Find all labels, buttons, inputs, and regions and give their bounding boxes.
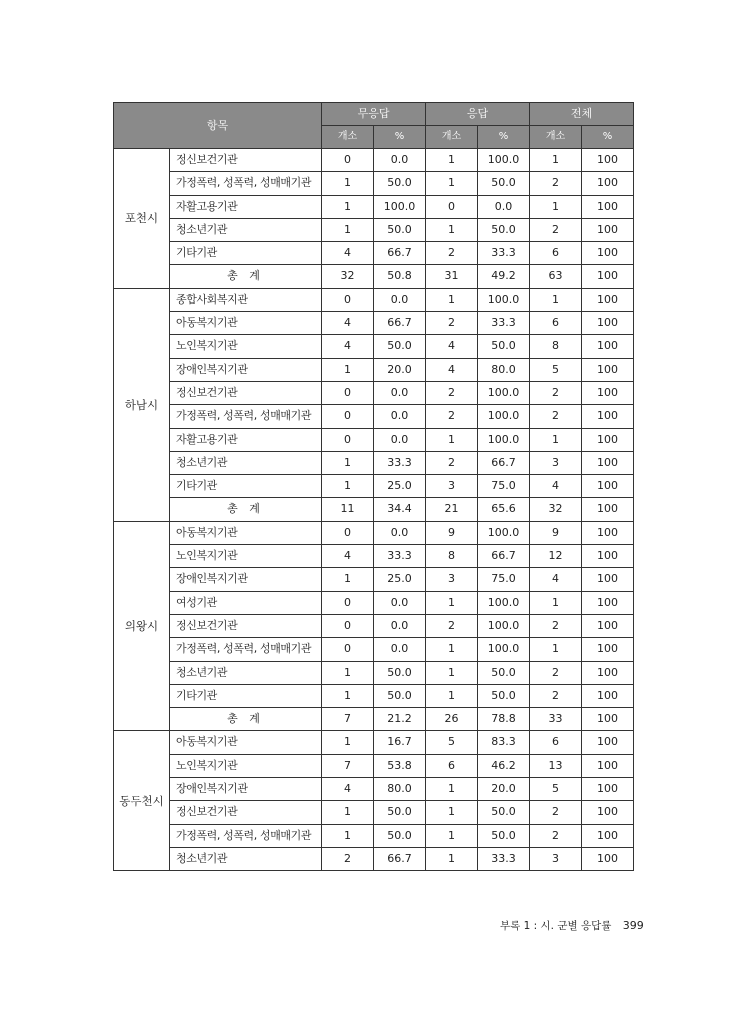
institution-label: 장애인복지기관: [170, 778, 322, 801]
table-row: [114, 591, 634, 614]
table-cell: 100.0: [478, 591, 530, 614]
table-row: [114, 381, 634, 404]
total-cell: 31: [426, 265, 478, 288]
table-cell: 1: [322, 801, 374, 824]
table-cell: 1: [426, 638, 478, 661]
table-cell: 2: [426, 381, 478, 404]
institution-label: 청소년기관: [170, 847, 322, 870]
subheader-count: 개소: [426, 126, 478, 149]
header-total: 전체: [530, 103, 634, 126]
table-cell: 100: [582, 242, 634, 265]
table-row: [114, 731, 634, 754]
table-row: [114, 242, 634, 265]
table-cell: 100: [582, 172, 634, 195]
table-cell: 50.0: [374, 801, 426, 824]
table-cell: 100: [582, 568, 634, 591]
table-cell: 2: [322, 847, 374, 870]
table-cell: 4: [322, 335, 374, 358]
table-cell: 100: [582, 521, 634, 544]
table-row: [114, 358, 634, 381]
institution-label: 노인복지기관: [170, 545, 322, 568]
table-cell: 0.0: [374, 405, 426, 428]
table-cell: 0: [322, 381, 374, 404]
table-cell: 12: [530, 545, 582, 568]
table-cell: 33.3: [374, 451, 426, 474]
table-cell: 1: [426, 288, 478, 311]
table-cell: 50.0: [374, 172, 426, 195]
total-cell: 7: [322, 708, 374, 731]
table-cell: 1: [426, 591, 478, 614]
table-cell: 100: [582, 312, 634, 335]
subheader-percent: %: [582, 126, 634, 149]
table-cell: 66.7: [374, 312, 426, 335]
institution-label: 기타기관: [170, 684, 322, 707]
table-cell: 4: [322, 242, 374, 265]
table-cell: 20.0: [374, 358, 426, 381]
table-cell: 100: [582, 614, 634, 637]
table-cell: 3: [426, 475, 478, 498]
table-row: [114, 335, 634, 358]
institution-label: 정신보건기관: [170, 381, 322, 404]
table-cell: 1: [530, 288, 582, 311]
city-name: 포천시: [114, 149, 170, 289]
institution-label: 가정폭력, 성폭력, 성매매기관: [170, 405, 322, 428]
table-cell: 100: [582, 661, 634, 684]
total-cell: 78.8: [478, 708, 530, 731]
table-cell: 3: [530, 451, 582, 474]
table-cell: 7: [322, 754, 374, 777]
total-cell: 26: [426, 708, 478, 731]
total-label: 총 계: [170, 498, 322, 521]
table-cell: 100: [582, 195, 634, 218]
table-cell: 4: [530, 475, 582, 498]
table-cell: 9: [426, 521, 478, 544]
table-cell: 0: [322, 288, 374, 311]
city-name: 동두천시: [114, 731, 170, 871]
table-cell: 1: [530, 638, 582, 661]
table-cell: 6: [530, 312, 582, 335]
table-cell: 100: [582, 451, 634, 474]
table-cell: 0.0: [374, 591, 426, 614]
table-cell: 100: [582, 288, 634, 311]
institution-label: 자활고용기관: [170, 428, 322, 451]
table-cell: 2: [426, 312, 478, 335]
total-row: [114, 265, 634, 288]
table-cell: 100: [582, 405, 634, 428]
table-cell: 0.0: [374, 521, 426, 544]
table-row: [114, 149, 634, 172]
table-cell: 50.0: [374, 661, 426, 684]
table-row: [114, 684, 634, 707]
table-cell: 100: [582, 847, 634, 870]
table-cell: 80.0: [478, 358, 530, 381]
table-cell: 0: [322, 149, 374, 172]
table-cell: 3: [530, 847, 582, 870]
table-cell: 1: [322, 684, 374, 707]
table-cell: 1: [530, 591, 582, 614]
institution-label: 장애인복지기관: [170, 568, 322, 591]
table-cell: 2: [530, 661, 582, 684]
table-cell: 2: [530, 405, 582, 428]
total-cell: 33: [530, 708, 582, 731]
total-cell: 32: [530, 498, 582, 521]
table-cell: 100: [582, 149, 634, 172]
table-cell: 1: [426, 428, 478, 451]
table-cell: 50.0: [478, 218, 530, 241]
table-cell: 100.0: [478, 521, 530, 544]
institution-label: 아동복지기관: [170, 312, 322, 335]
table-cell: 100.0: [478, 405, 530, 428]
table-row: [114, 218, 634, 241]
table-header: [114, 103, 634, 149]
table-cell: 1: [530, 149, 582, 172]
table-cell: 1: [322, 661, 374, 684]
table-cell: 4: [322, 545, 374, 568]
table-cell: 50.0: [478, 661, 530, 684]
table-cell: 4: [426, 358, 478, 381]
table-cell: 100.0: [478, 381, 530, 404]
table-cell: 100: [582, 684, 634, 707]
table-cell: 4: [530, 568, 582, 591]
table-row: [114, 661, 634, 684]
table-cell: 100.0: [478, 149, 530, 172]
table-cell: 1: [426, 218, 478, 241]
table-cell: 4: [322, 778, 374, 801]
total-row: [114, 498, 634, 521]
header-response: 응답: [426, 103, 530, 126]
table-cell: 83.3: [478, 731, 530, 754]
table-cell: 1: [322, 451, 374, 474]
table-row: [114, 428, 634, 451]
table-cell: 20.0: [478, 778, 530, 801]
table-row: [114, 614, 634, 637]
table-cell: 33.3: [478, 312, 530, 335]
table-cell: 5: [530, 358, 582, 381]
total-cell: 100: [582, 265, 634, 288]
table-row: [114, 568, 634, 591]
table-cell: 50.0: [478, 684, 530, 707]
total-label: 총 계: [170, 265, 322, 288]
institution-label: 종합사회복지관: [170, 288, 322, 311]
table-cell: 6: [530, 731, 582, 754]
total-cell: 11: [322, 498, 374, 521]
table-row: [114, 545, 634, 568]
institution-label: 정신보건기관: [170, 801, 322, 824]
table-row: [114, 405, 634, 428]
table-cell: 1: [322, 475, 374, 498]
institution-label: 아동복지기관: [170, 521, 322, 544]
institution-label: 장애인복지기관: [170, 358, 322, 381]
table-cell: 100.0: [478, 288, 530, 311]
table-cell: 100: [582, 335, 634, 358]
total-label: 총 계: [170, 708, 322, 731]
table-row: [114, 521, 634, 544]
table-cell: 66.7: [374, 242, 426, 265]
table-cell: 50.0: [374, 684, 426, 707]
total-cell: 65.6: [478, 498, 530, 521]
table-cell: 100: [582, 475, 634, 498]
total-cell: 21: [426, 498, 478, 521]
table-cell: 13: [530, 754, 582, 777]
table-row: [114, 754, 634, 777]
table-cell: 2: [530, 684, 582, 707]
table-cell: 75.0: [478, 475, 530, 498]
table-row: [114, 195, 634, 218]
page-number: 399: [622, 919, 644, 932]
table-cell: 66.7: [478, 451, 530, 474]
city-name: 하남시: [114, 288, 170, 521]
table-cell: 100: [582, 754, 634, 777]
table-row: [114, 778, 634, 801]
table-cell: 0.0: [374, 428, 426, 451]
table-cell: 1: [426, 684, 478, 707]
table-cell: 25.0: [374, 475, 426, 498]
table-cell: 66.7: [478, 545, 530, 568]
table-cell: 6: [530, 242, 582, 265]
institution-label: 아동복지기관: [170, 731, 322, 754]
table-cell: 100: [582, 801, 634, 824]
table-cell: 2: [426, 405, 478, 428]
table-cell: 5: [530, 778, 582, 801]
table-cell: 4: [426, 335, 478, 358]
table-row: [114, 801, 634, 824]
total-cell: 100: [582, 498, 634, 521]
table-cell: 100: [582, 428, 634, 451]
total-cell: 63: [530, 265, 582, 288]
institution-label: 정신보건기관: [170, 149, 322, 172]
table-cell: 1: [530, 195, 582, 218]
table-cell: 2: [530, 381, 582, 404]
table-cell: 8: [426, 545, 478, 568]
table-cell: 0.0: [374, 381, 426, 404]
table-cell: 1: [530, 428, 582, 451]
table-cell: 0.0: [374, 288, 426, 311]
institution-label: 가정폭력, 성폭력, 성매매기관: [170, 172, 322, 195]
table-cell: 100: [582, 381, 634, 404]
table-cell: 80.0: [374, 778, 426, 801]
footer-section-title: 부록 1 : 시. 군별 응답률: [500, 920, 612, 932]
table-cell: 50.0: [374, 335, 426, 358]
table-cell: 0: [426, 195, 478, 218]
table-cell: 2: [530, 614, 582, 637]
table-cell: 0: [322, 591, 374, 614]
table-cell: 100: [582, 591, 634, 614]
table-cell: 2: [530, 172, 582, 195]
table-cell: 100.0: [478, 428, 530, 451]
table-row: [114, 288, 634, 311]
table-cell: 100.0: [374, 195, 426, 218]
header-item: 항목: [114, 103, 322, 149]
institution-label: 기타기관: [170, 475, 322, 498]
table-cell: 100: [582, 778, 634, 801]
table-cell: 75.0: [478, 568, 530, 591]
table-cell: 1: [322, 172, 374, 195]
table-body: [114, 149, 634, 871]
total-cell: 34.4: [374, 498, 426, 521]
table-cell: 66.7: [374, 847, 426, 870]
total-cell: 100: [582, 708, 634, 731]
table-cell: 4: [322, 312, 374, 335]
table-cell: 46.2: [478, 754, 530, 777]
institution-label: 청소년기관: [170, 661, 322, 684]
table-row: [114, 451, 634, 474]
table-cell: 3: [426, 568, 478, 591]
table-cell: 50.0: [478, 801, 530, 824]
header-no-response: 무응답: [322, 103, 426, 126]
table-cell: 8: [530, 335, 582, 358]
table-cell: 50.0: [374, 824, 426, 847]
table-cell: 0.0: [374, 638, 426, 661]
table-cell: 1: [426, 149, 478, 172]
table-cell: 1: [322, 568, 374, 591]
table-row: [114, 638, 634, 661]
table-cell: 1: [426, 778, 478, 801]
institution-label: 청소년기관: [170, 218, 322, 241]
table-cell: 2: [426, 242, 478, 265]
table-cell: 1: [426, 661, 478, 684]
table-row: [114, 172, 634, 195]
table-cell: 33.3: [478, 242, 530, 265]
city-name: 의왕시: [114, 521, 170, 731]
table-cell: 0: [322, 521, 374, 544]
table-cell: 2: [530, 218, 582, 241]
institution-label: 가정폭력, 성폭력, 성매매기관: [170, 638, 322, 661]
table-cell: 100.0: [478, 614, 530, 637]
table-cell: 0: [322, 638, 374, 661]
table-cell: 2: [426, 614, 478, 637]
institution-label: 청소년기관: [170, 451, 322, 474]
institution-label: 노인복지기관: [170, 754, 322, 777]
table-cell: 5: [426, 731, 478, 754]
table-cell: 53.8: [374, 754, 426, 777]
institution-label: 노인복지기관: [170, 335, 322, 358]
table-cell: 50.0: [478, 172, 530, 195]
results-table: [113, 102, 634, 871]
table-cell: 0: [322, 614, 374, 637]
table-cell: 100: [582, 545, 634, 568]
institution-label: 자활고용기관: [170, 195, 322, 218]
table-row: [114, 824, 634, 847]
table-cell: 33.3: [478, 847, 530, 870]
subheader-percent: %: [478, 126, 530, 149]
table-cell: 100: [582, 218, 634, 241]
table-cell: 100: [582, 358, 634, 381]
table-cell: 100.0: [478, 638, 530, 661]
table-cell: 25.0: [374, 568, 426, 591]
table-cell: 9: [530, 521, 582, 544]
table-cell: 16.7: [374, 731, 426, 754]
table-cell: 2: [530, 801, 582, 824]
table-row: [114, 312, 634, 335]
subheader-percent: %: [374, 126, 426, 149]
table-cell: 0.0: [478, 195, 530, 218]
total-cell: 49.2: [478, 265, 530, 288]
table-cell: 1: [426, 847, 478, 870]
subheader-count: 개소: [530, 126, 582, 149]
table-cell: 33.3: [374, 545, 426, 568]
total-cell: 32: [322, 265, 374, 288]
table-cell: 50.0: [478, 335, 530, 358]
table-cell: 1: [322, 195, 374, 218]
table-cell: 0.0: [374, 149, 426, 172]
table-cell: 100: [582, 638, 634, 661]
table-cell: 1: [322, 358, 374, 381]
table-row: [114, 847, 634, 870]
table-cell: 1: [322, 218, 374, 241]
table-cell: 1: [426, 801, 478, 824]
table-cell: 1: [426, 824, 478, 847]
table-cell: 0.0: [374, 614, 426, 637]
table-cell: 6: [426, 754, 478, 777]
institution-label: 가정폭력, 성폭력, 성매매기관: [170, 824, 322, 847]
table-row: [114, 475, 634, 498]
institution-label: 여성기관: [170, 591, 322, 614]
table-cell: 50.0: [374, 218, 426, 241]
table-cell: 1: [322, 824, 374, 847]
table-cell: 0: [322, 405, 374, 428]
subheader-count: 개소: [322, 126, 374, 149]
table-cell: 0: [322, 428, 374, 451]
table-cell: 100: [582, 824, 634, 847]
institution-label: 기타기관: [170, 242, 322, 265]
total-cell: 21.2: [374, 708, 426, 731]
table-cell: 100: [582, 731, 634, 754]
table-cell: 50.0: [478, 824, 530, 847]
institution-label: 정신보건기관: [170, 614, 322, 637]
page-footer: [500, 918, 644, 933]
table-cell: 1: [426, 172, 478, 195]
table-cell: 2: [530, 824, 582, 847]
total-cell: 50.8: [374, 265, 426, 288]
table-cell: 1: [322, 731, 374, 754]
total-row: [114, 708, 634, 731]
table-cell: 2: [426, 451, 478, 474]
